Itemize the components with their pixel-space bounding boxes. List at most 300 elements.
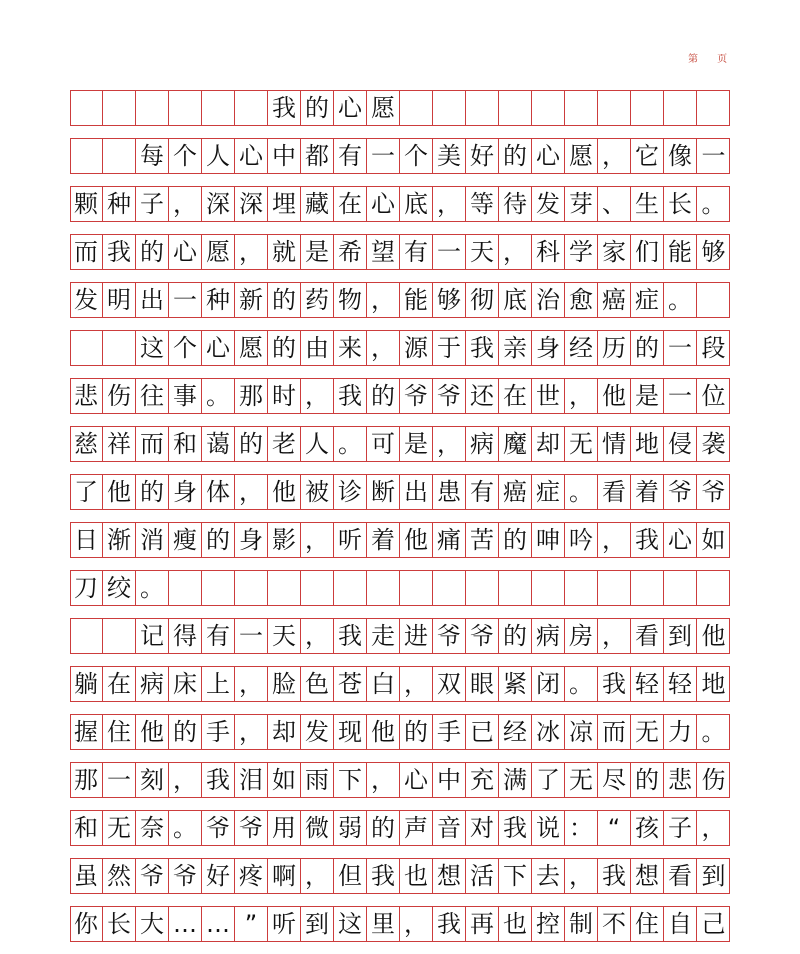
grid-cell: 由: [301, 331, 334, 365]
grid-cell: ，: [701, 814, 726, 842]
grid-cell: 我: [367, 859, 400, 893]
grid-cell: [202, 91, 235, 125]
grid-cell: 看: [664, 859, 697, 893]
grid-row: [70, 858, 730, 894]
grid-cell: 爷: [433, 619, 466, 653]
grid-cell: [202, 571, 235, 605]
grid-cell: 呻: [532, 523, 565, 557]
grid-cell: 。: [565, 475, 598, 509]
grid-cell: [499, 91, 532, 125]
grid-cell: 一: [433, 235, 466, 269]
grid-cell: 的: [631, 331, 664, 365]
grid-cell: 我: [202, 763, 235, 797]
grid-cell: 病: [532, 619, 565, 653]
grid-cell: [235, 571, 268, 605]
grid-cell: [532, 571, 565, 605]
grid-cell: 病: [136, 667, 169, 701]
grid-cell: 够: [701, 238, 726, 266]
grid-cell: ，: [565, 379, 598, 413]
grid-cell: 消: [136, 523, 169, 557]
grid-cell: 好: [466, 139, 499, 173]
grid-cell: 再: [466, 907, 499, 941]
grid-cell: 的: [268, 283, 301, 317]
grid-cell: 我: [433, 907, 466, 941]
grid-cell: [433, 91, 466, 125]
grid-cell: 自: [664, 907, 697, 941]
grid-cell: 爷: [235, 811, 268, 845]
grid-cell: 的: [367, 379, 400, 413]
grid-cell: 他: [103, 475, 136, 509]
grid-cell: 走: [367, 619, 400, 653]
grid-cell: 爷: [400, 379, 433, 413]
grid-cell: 的: [301, 91, 334, 125]
grid-row: [70, 522, 730, 558]
grid-cell: 想: [433, 859, 466, 893]
grid-cell: 看: [631, 619, 664, 653]
grid-cell: ，: [169, 763, 202, 797]
grid-cell: 却: [268, 715, 301, 749]
grid-cell: 无: [565, 427, 598, 461]
grid-cell: 在: [334, 187, 367, 221]
grid-cell: 疼: [235, 859, 268, 893]
grid-cell: 症: [532, 475, 565, 509]
grid-cell: 体: [202, 475, 235, 509]
grid-cell: 声: [400, 811, 433, 845]
grid-cell: [697, 91, 730, 125]
grid-cell: 孩: [631, 811, 664, 845]
grid-cell: ，: [598, 619, 631, 653]
grid-cell: 有: [400, 235, 433, 269]
grid-cell: 。: [664, 283, 697, 317]
grid-cell: 一: [169, 283, 202, 317]
grid-cell: 一: [367, 139, 400, 173]
grid-cell: 种: [202, 283, 235, 317]
grid-cell: [697, 571, 730, 605]
grid-cell: ，: [565, 859, 598, 893]
grid-cell: 他: [136, 715, 169, 749]
grid-cell: ，: [235, 235, 268, 269]
grid-cell: 个: [169, 331, 202, 365]
grid-cell: 都: [301, 139, 334, 173]
grid-cell: ，: [169, 187, 202, 221]
grid-cell: 个: [400, 139, 433, 173]
grid-cell: 爷: [664, 475, 697, 509]
grid-cell: 出: [136, 283, 169, 317]
grid-cell: 是: [301, 235, 334, 269]
grid-cell: ，: [301, 859, 334, 893]
grid-cell: 家: [598, 235, 631, 269]
grid-row: [70, 666, 730, 702]
grid-row: [70, 330, 730, 366]
grid-cell: 出: [400, 475, 433, 509]
grid-cell: 里: [367, 907, 400, 941]
grid-cell: [664, 91, 697, 125]
grid-cell: 我: [631, 523, 664, 557]
grid-cell: 病: [466, 427, 499, 461]
grid-cell: 双: [433, 667, 466, 701]
grid-cell: 上: [202, 667, 235, 701]
grid-row: [70, 714, 730, 750]
grid-cell: 房: [565, 619, 598, 653]
grid-cell: 于: [433, 331, 466, 365]
grid-cell: 无: [565, 763, 598, 797]
grid-cell: 住: [103, 715, 136, 749]
grid-cell: 住: [631, 907, 664, 941]
grid-cell: [70, 91, 103, 125]
grid-cell: 情: [598, 427, 631, 461]
grid-cell: [400, 571, 433, 605]
grid-cell: 药: [301, 283, 334, 317]
grid-cell: 也: [499, 907, 532, 941]
grid-cell: 长: [664, 187, 697, 221]
grid-cell: 手: [202, 715, 235, 749]
grid-cell: 我: [268, 91, 301, 125]
grid-cell: 彻: [466, 283, 499, 317]
grid-cell: 伤: [701, 766, 726, 794]
grid-cell: 愿: [565, 139, 598, 173]
grid-cell: [103, 91, 136, 125]
grid-cell: 已: [466, 715, 499, 749]
grid-cell: 。: [701, 190, 726, 218]
grid-cell: 地: [701, 670, 726, 698]
grid-cell: 却: [532, 427, 565, 461]
grid-cell: 的: [631, 763, 664, 797]
grid-cell: 脸: [268, 667, 301, 701]
grid-cell: ”: [235, 907, 268, 941]
grid-row: [70, 90, 730, 126]
grid-cell: 历: [598, 331, 631, 365]
grid-cell: ，: [598, 139, 631, 173]
grid-cell: ，: [499, 235, 532, 269]
grid-cell: 位: [701, 382, 726, 410]
grid-cell: 深: [202, 187, 235, 221]
grid-cell: 那: [235, 379, 268, 413]
grid-cell: 就: [268, 235, 301, 269]
composition-grid-paper: [70, 90, 730, 954]
grid-cell: 长: [103, 907, 136, 941]
grid-cell: “: [598, 811, 631, 845]
grid-cell: 现: [334, 715, 367, 749]
grid-cell: 人: [202, 139, 235, 173]
grid-cell: 底: [400, 187, 433, 221]
grid-cell: 轻: [664, 667, 697, 701]
grid-cell: [466, 91, 499, 125]
grid-cell: [70, 619, 103, 653]
grid-cell: 待: [499, 187, 532, 221]
grid-cell: 爷: [202, 811, 235, 845]
grid-cell: 。: [136, 571, 169, 605]
grid-cell: 是: [400, 427, 433, 461]
grid-cell: [70, 331, 103, 365]
grid-cell: 爷: [433, 379, 466, 413]
grid-cell: 的: [268, 331, 301, 365]
grid-cell: [301, 571, 334, 605]
grid-cell: …: [202, 907, 235, 941]
grid-cell: 有: [334, 139, 367, 173]
grid-cell: 患: [433, 475, 466, 509]
grid-cell: 轻: [631, 667, 664, 701]
grid-cell: 他: [701, 622, 726, 650]
grid-cell: 无: [103, 811, 136, 845]
grid-cell: 制: [565, 907, 598, 941]
grid-cell: 是: [631, 379, 664, 413]
grid-cell: ，: [400, 907, 433, 941]
grid-cell: 魔: [499, 427, 532, 461]
grid-cell: 蔼: [202, 427, 235, 461]
grid-cell: 中: [433, 763, 466, 797]
grid-cell: 慈: [70, 427, 103, 461]
grid-cell: [466, 571, 499, 605]
grid-cell: 。: [169, 811, 202, 845]
grid-cell: 心: [235, 139, 268, 173]
grid-cell: 一: [664, 331, 697, 365]
grid-cell: 愿: [235, 331, 268, 365]
grid-row: [70, 762, 730, 798]
grid-cell: 每: [136, 139, 169, 173]
grid-cell: 但: [334, 859, 367, 893]
grid-cell: 一: [103, 763, 136, 797]
grid-cell: 己: [701, 910, 726, 938]
grid-cell: 能: [664, 235, 697, 269]
grid-cell: 生: [631, 187, 664, 221]
grid-cell: 如: [268, 763, 301, 797]
grid-cell: 悲: [70, 379, 103, 413]
grid-cell: 的: [367, 811, 400, 845]
grid-cell: 他: [598, 379, 631, 413]
grid-cell: 大: [136, 907, 169, 941]
grid-row: [70, 138, 730, 174]
grid-cell: 弱: [334, 811, 367, 845]
grid-cell: 说: [532, 811, 565, 845]
grid-cell: [664, 571, 697, 605]
grid-cell: 身: [532, 331, 565, 365]
grid-cell: 世: [532, 379, 565, 413]
grid-cell: 了: [70, 475, 103, 509]
grid-cell: 发: [70, 283, 103, 317]
grid-cell: 藏: [301, 187, 334, 221]
grid-cell: 埋: [268, 187, 301, 221]
grid-cell: 吟: [565, 523, 598, 557]
grid-cell: ：: [565, 811, 598, 845]
grid-cell: 它: [631, 139, 664, 173]
grid-cell: 袭: [701, 430, 726, 458]
grid-cell: 他: [268, 475, 301, 509]
grid-cell: 的: [136, 235, 169, 269]
grid-cell: ，: [367, 763, 400, 797]
grid-cell: 那: [70, 763, 103, 797]
grid-cell: 发: [301, 715, 334, 749]
grid-cell: 日: [70, 523, 103, 557]
grid-cell: [136, 91, 169, 125]
grid-cell: 段: [701, 334, 726, 362]
grid-cell: 如: [701, 526, 726, 554]
grid-cell: 心: [664, 523, 697, 557]
grid-cell: 对: [466, 811, 499, 845]
grid-cell: 绞: [103, 571, 136, 605]
grid-cell: 冰: [532, 715, 565, 749]
grid-cell: 苍: [334, 667, 367, 701]
grid-cell: 手: [433, 715, 466, 749]
grid-cell: 事: [169, 379, 202, 413]
grid-cell: [598, 571, 631, 605]
grid-cell: 祥: [103, 427, 136, 461]
grid-cell: 紧: [499, 667, 532, 701]
grid-cell: 、: [598, 187, 631, 221]
grid-cell: 记: [136, 619, 169, 653]
grid-cell: [598, 91, 631, 125]
grid-cell: 芽: [565, 187, 598, 221]
grid-cell: 色: [301, 667, 334, 701]
grid-cell: 着: [631, 475, 664, 509]
grid-cell: 能: [400, 283, 433, 317]
grid-cell: 伤: [103, 379, 136, 413]
grid-cell: 爷: [466, 619, 499, 653]
grid-cell: 刀: [70, 571, 103, 605]
page-number-label: 第 页: [688, 54, 736, 65]
grid-cell: 。: [565, 667, 598, 701]
grid-cell: ，: [367, 331, 400, 365]
grid-cell: ，: [367, 283, 400, 317]
grid-cell: 了: [532, 763, 565, 797]
grid-cell: 痛: [433, 523, 466, 557]
grid-cell: 心: [334, 91, 367, 125]
grid-cell: 亲: [499, 331, 532, 365]
grid-cell: 断: [367, 475, 400, 509]
grid-cell: 症: [631, 283, 664, 317]
grid-cell: 床: [169, 667, 202, 701]
grid-cell: 闭: [532, 667, 565, 701]
grid-row: [70, 618, 730, 654]
grid-cell: 希: [334, 235, 367, 269]
grid-cell: 听: [334, 523, 367, 557]
grid-cell: 一: [701, 142, 726, 170]
grid-cell: [631, 91, 664, 125]
grid-cell: 微: [301, 811, 334, 845]
grid-cell: 渐: [103, 523, 136, 557]
grid-row: [70, 234, 730, 270]
grid-row: [70, 186, 730, 222]
grid-cell: 发: [532, 187, 565, 221]
grid-cell: [433, 571, 466, 605]
grid-cell: 到: [664, 619, 697, 653]
grid-cell: 。: [701, 718, 726, 746]
grid-cell: 一: [664, 379, 697, 413]
grid-row: [70, 474, 730, 510]
grid-cell: 听: [268, 907, 301, 941]
grid-cell: 心: [532, 139, 565, 173]
grid-cell: 心: [400, 763, 433, 797]
grid-cell: 也: [400, 859, 433, 893]
grid-cell: 躺: [70, 667, 103, 701]
grid-cell: [367, 571, 400, 605]
grid-cell: 泪: [235, 763, 268, 797]
grid-cell: [334, 571, 367, 605]
grid-cell: 在: [103, 667, 136, 701]
grid-cell: 个: [169, 139, 202, 173]
grid-cell: [631, 571, 664, 605]
grid-cell: 的: [169, 715, 202, 749]
grid-cell: 天: [466, 235, 499, 269]
grid-cell: 活: [466, 859, 499, 893]
grid-cell: 而: [70, 235, 103, 269]
grid-cell: 愈: [565, 283, 598, 317]
grid-cell: 愿: [202, 235, 235, 269]
grid-cell: ，: [235, 667, 268, 701]
grid-row: [70, 426, 730, 462]
grid-cell: 悲: [664, 763, 697, 797]
grid-cell: 愿: [367, 91, 400, 125]
grid-cell: 控: [532, 907, 565, 941]
grid-cell: 我: [334, 379, 367, 413]
grid-cell: 子: [136, 187, 169, 221]
grid-cell: 心: [367, 187, 400, 221]
grid-cell: [70, 139, 103, 173]
grid-cell: …: [169, 907, 202, 941]
grid-cell: 然: [103, 859, 136, 893]
grid-cell: [103, 331, 136, 365]
grid-cell: 他: [400, 523, 433, 557]
grid-cell: ，: [598, 523, 631, 557]
grid-cell: ，: [433, 187, 466, 221]
grid-cell: 种: [103, 187, 136, 221]
grid-cell: 我: [499, 811, 532, 845]
grid-cell: ，: [400, 667, 433, 701]
grid-cell: 这: [334, 907, 367, 941]
grid-cell: 爷: [169, 859, 202, 893]
grid-cell: 啊: [268, 859, 301, 893]
grid-cell: 癌: [598, 283, 631, 317]
grid-cell: 一: [235, 619, 268, 653]
grid-cell: 和: [169, 427, 202, 461]
grid-cell: 望: [367, 235, 400, 269]
grid-cell: [103, 619, 136, 653]
grid-cell: [565, 571, 598, 605]
grid-cell: 眼: [466, 667, 499, 701]
grid-cell: 奈: [136, 811, 169, 845]
grid-cell: 爷: [136, 859, 169, 893]
grid-cell: 人: [301, 427, 334, 461]
grid-cell: 握: [70, 715, 103, 749]
grid-cell: 影: [268, 523, 301, 557]
grid-cell: [697, 283, 730, 317]
grid-cell: [268, 571, 301, 605]
grid-cell: 的: [136, 475, 169, 509]
grid-cell: 的: [499, 619, 532, 653]
grid-cell: 满: [499, 763, 532, 797]
grid-cell: 和: [70, 811, 103, 845]
grid-cell: 的: [202, 523, 235, 557]
grid-cell: 用: [268, 811, 301, 845]
grid-cell: 还: [466, 379, 499, 413]
grid-cell: 到: [701, 862, 726, 890]
grid-cell: [565, 91, 598, 125]
grid-cell: 有: [466, 475, 499, 509]
grid-cell: 进: [400, 619, 433, 653]
grid-cell: 我: [466, 331, 499, 365]
grid-cell: ，: [433, 427, 466, 461]
grid-cell: 不: [598, 907, 631, 941]
grid-cell: 力: [664, 715, 697, 749]
grid-cell: 底: [499, 283, 532, 317]
grid-cell: 的: [235, 427, 268, 461]
grid-cell: 癌: [499, 475, 532, 509]
grid-cell: 的: [499, 523, 532, 557]
grid-cell: 够: [433, 283, 466, 317]
grid-cell: 天: [268, 619, 301, 653]
grid-cell: 治: [532, 283, 565, 317]
grid-cell: 瘦: [169, 523, 202, 557]
grid-cell: ，: [301, 379, 334, 413]
